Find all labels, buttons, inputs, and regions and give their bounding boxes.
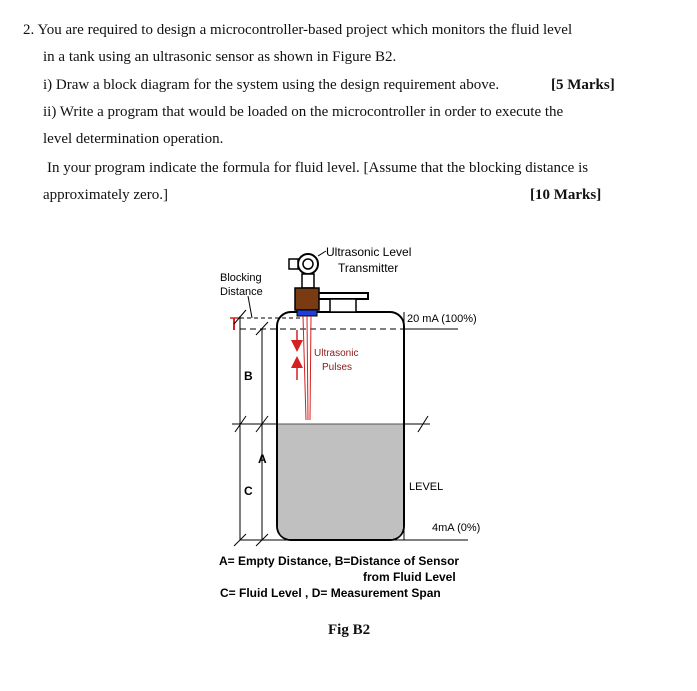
legend-line-1: A= Empty Distance, B=Distance of Sensor xyxy=(219,554,460,568)
transmitter-connector xyxy=(289,259,298,269)
label-b: B xyxy=(244,369,253,383)
tank-cap xyxy=(318,293,368,299)
label-4ma: 4mA (0%) xyxy=(432,522,481,534)
blocking-label-1: Blocking xyxy=(220,272,262,284)
question-line-4: ii) Write a program that would be loaded on the microcontroller in order to execute the xyxy=(43,104,564,120)
question-line-1: 2. You are required to design a microcontroller-based project which monitors the fluid level xyxy=(23,22,573,38)
sensor-body xyxy=(295,288,319,310)
transmitter-label-1: Ultrasonic Level xyxy=(326,245,412,259)
pulses-label-1: Ultrasonic xyxy=(314,348,359,359)
marks-part-i: [5 Marks] xyxy=(551,77,615,93)
blocking-leader-line xyxy=(248,296,252,318)
label-level: LEVEL xyxy=(409,481,444,493)
question-line-2: in a tank using an ultrasonic sensor as shown in Figure B2. xyxy=(43,49,397,65)
legend-line-3: C= Fluid Level , D= Measurement Span xyxy=(220,586,441,600)
question-line-5: level determination operation. xyxy=(43,131,224,147)
question-line-3: i) Draw a block diagram for the system using the design requirement above. xyxy=(43,77,500,93)
pulses-label-2: Pulses xyxy=(322,362,353,373)
marks-part-ii: [10 Marks] xyxy=(530,187,602,203)
blocking-label-2: Distance xyxy=(220,286,263,298)
label-a: A xyxy=(258,452,267,466)
transmitter-leader-line xyxy=(318,251,326,256)
tank-cap-neck xyxy=(330,299,356,312)
figure-caption: Fig B2 xyxy=(328,622,371,638)
transmitter-head-inner xyxy=(303,259,313,269)
transmitter-stem xyxy=(302,274,314,288)
label-c: C xyxy=(244,484,253,498)
label-20ma: 20 mA (100%) xyxy=(407,313,477,325)
legend-line-2: from Fluid Level xyxy=(363,570,456,584)
transmitter-label-2: Transmitter xyxy=(338,261,399,275)
question-line-7: approximately zero.] xyxy=(43,187,168,203)
fluid-fill xyxy=(278,424,403,539)
sensor-face xyxy=(297,310,317,316)
question-line-6: In your program indicate the formula for fluid level. [Assume that the blocking distance is xyxy=(47,160,589,176)
